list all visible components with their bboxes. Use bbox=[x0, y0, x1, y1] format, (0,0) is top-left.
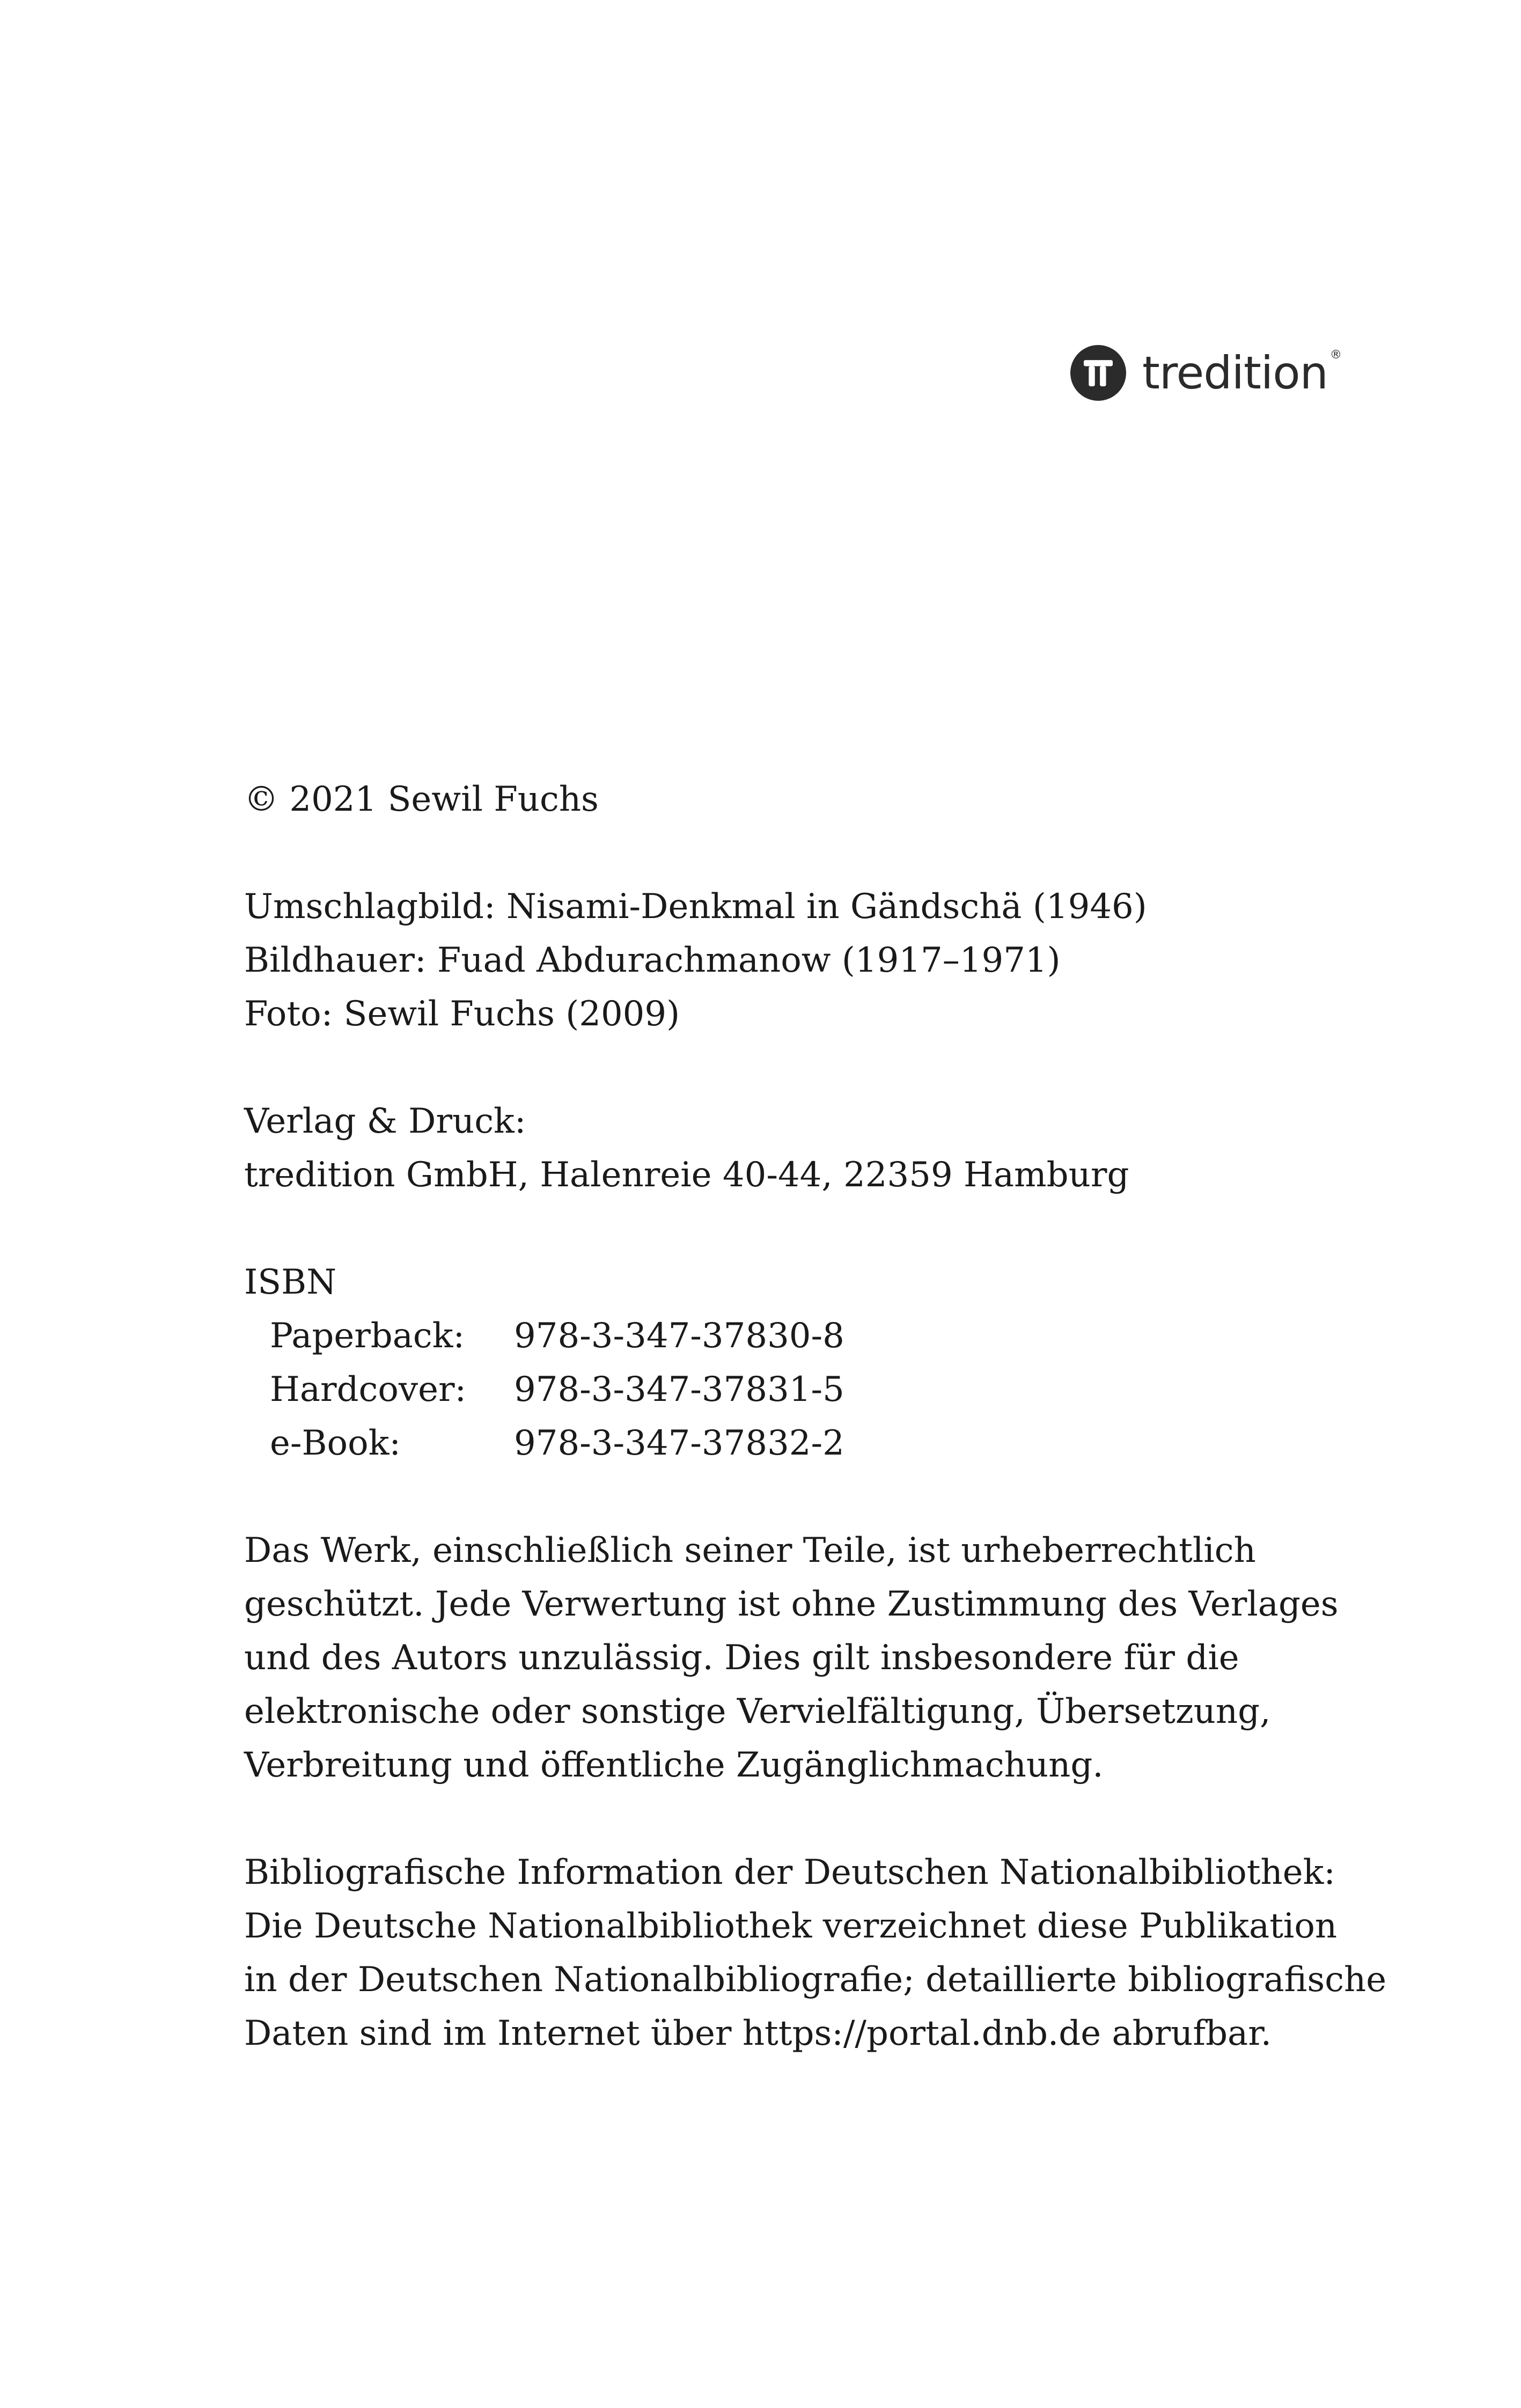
logo-wordmark: tredition bbox=[1142, 347, 1328, 399]
credit-line: Bildhauer: Fuad Abdurachmanow (1917–1971) bbox=[244, 941, 1061, 980]
legal-notice-block bbox=[244, 1524, 1371, 1792]
publisher-address: tredition GmbH, Halenreie 40-44, 22359 Hamburg bbox=[244, 1155, 1129, 1195]
isbn-row bbox=[244, 1363, 1371, 1416]
isbn-number: 978-3-347-37830-8 bbox=[514, 1316, 844, 1356]
credit-line: Foto: Sewil Fuchs (2009) bbox=[244, 994, 680, 1034]
bibliographic-info-line: Daten sind im Internet über https://portal.dnb.de abrufbar. bbox=[244, 2014, 1272, 2053]
imprint-content bbox=[244, 773, 1387, 2060]
copyright-line: © 2021 Sewil Fuchs bbox=[244, 780, 599, 819]
isbn-row bbox=[244, 1309, 1371, 1363]
isbn-format: e-Book: bbox=[270, 1423, 401, 1463]
credit-line: Umschlagbild: Nisami-Denkmal in Gändschä (1946) bbox=[244, 887, 1147, 927]
isbn-format: Hardcover: bbox=[270, 1370, 467, 1409]
bibliographic-info-line: in der Deutschen Nationalbibliografie; detaillierte bibliografische bbox=[244, 1960, 1387, 2000]
isbn-number: 978-3-347-37831-5 bbox=[514, 1370, 844, 1409]
legal-notice-line: und des Autors unzulässig. Dies gilt insbesondere für die bbox=[244, 1638, 1239, 1678]
copyright-block bbox=[244, 773, 1371, 826]
bibliographic-info-line: Bibliografische Information der Deutschen Nationalbibliothek: bbox=[244, 1853, 1335, 1892]
legal-notice-line: Das Werk, einschließlich seiner Teile, ist urheberrechtlich bbox=[244, 1531, 1256, 1570]
bibliographic-info-line: Die Deutsche Nationalbibliothek verzeichnet diese Publikation bbox=[244, 1906, 1338, 1946]
isbn-row bbox=[244, 1416, 1371, 1470]
legal-notice-line: geschützt. Jede Verwertung ist ohne Zustimmung des Verlages bbox=[244, 1584, 1339, 1624]
credits-block bbox=[244, 880, 1371, 1041]
tredition-logo-icon bbox=[1070, 345, 1126, 401]
publisher-label: Verlag & Druck: bbox=[244, 1102, 526, 1141]
isbn-format: Paperback: bbox=[270, 1316, 465, 1356]
isbn-heading: ISBN bbox=[244, 1262, 337, 1302]
legal-notice-line: elektronische oder sonstige Vervielfältigung, Übersetzung, bbox=[244, 1692, 1271, 1731]
publisher-logo bbox=[1070, 343, 1342, 402]
registered-mark: ® bbox=[1329, 348, 1342, 362]
publisher-block bbox=[244, 1095, 1371, 1202]
bibliographic-info-block bbox=[244, 1846, 1387, 2060]
legal-notice-line: Verbreitung und öffentliche Zugänglichmachung. bbox=[244, 1745, 1104, 1785]
isbn-number: 978-3-347-37832-2 bbox=[514, 1423, 844, 1463]
isbn-block bbox=[244, 1256, 1371, 1470]
